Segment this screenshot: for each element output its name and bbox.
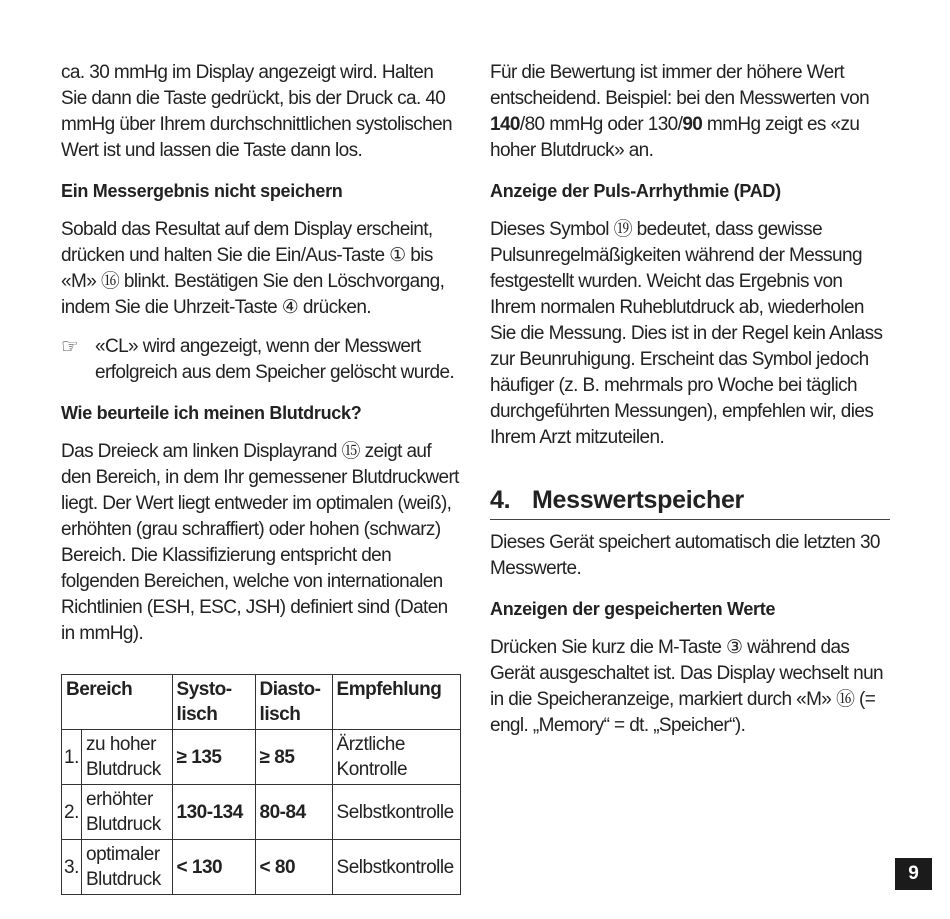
diastolic-cell: < 80 bbox=[255, 840, 332, 895]
section-title bbox=[490, 485, 890, 520]
paragraph bbox=[490, 60, 890, 164]
right-column bbox=[490, 60, 890, 739]
paragraph: ca. 30 mmHg im Display angezeigt wird. Halten Sie dann die Taste gedrückt, bis der Druck ca. 40 mmHg über Ihrem durchschnittlichen systolischen Wert ist und lassen die Taste dann los. bbox=[61, 62, 453, 161]
bold-value: 90 bbox=[682, 114, 703, 135]
section-number: 4. bbox=[490, 486, 511, 514]
subheading: Anzeige der Puls-Arrhythmie (PAD) bbox=[490, 181, 781, 201]
text: /80 mmHg oder 130/ bbox=[519, 114, 683, 135]
recommendation-cell: Selbstkontrolle bbox=[332, 840, 460, 895]
subheading: Anzeigen der gespeicherten Werte bbox=[490, 599, 776, 619]
column-header: Systo-lisch bbox=[172, 675, 255, 730]
paragraph: Sobald das Resultat auf dem Display erscheint, drücken und halten Sie die Ein/Aus-Taste ① bis «M» ⑯ blinkt. Bestätigen Sie den Löschvorgang, indem Sie die Uhrzeit-Taste ④ drücken. bbox=[61, 219, 445, 318]
table-header-row bbox=[62, 675, 461, 730]
diastolic-cell: 80-84 bbox=[255, 785, 332, 840]
text: mmHg zeigt es «zu hoher Blutdruck» an. bbox=[490, 114, 860, 161]
paragraph: Dieses Symbol ⑲ bedeutet, dass gewisse Pulsunregelmäßigkeiten während der Messung festgestellt wurden. Weicht das Ergebnis von Ihrem normalen Ruheblutdruck ab, wiederholen Sie die Messung. Dies ist in der Regel kein Anlass zur Beunruhigung. Erscheint das Symbol jedoch häufiger (z. B. mehrmals pro Woche bei täglich durchgeführten Messungen), empfehlen wir, dies Ihrem Arzt mitzuteilen. bbox=[490, 219, 883, 448]
range-cell: erhöhter Blutdruck bbox=[82, 785, 173, 840]
recommendation-cell: Ärztliche Kontrolle bbox=[332, 730, 460, 785]
subheading: Wie beurteile ich meinen Blutdruck? bbox=[61, 403, 362, 423]
bold-value: 140 bbox=[490, 114, 520, 135]
left-column bbox=[61, 60, 461, 895]
systolic-cell: 130-134 bbox=[172, 785, 255, 840]
pointing-hand-icon: ☞ bbox=[61, 336, 79, 358]
note-text: «CL» wird angezeigt, wenn der Messwert erfolgreich aus dem Speicher gelöscht wurde. bbox=[95, 336, 455, 383]
page-number: 9 bbox=[895, 858, 932, 890]
column-header: Diasto-lisch bbox=[255, 675, 332, 730]
systolic-cell: ≥ 135 bbox=[172, 730, 255, 785]
recommendation-cell: Selbstkontrolle bbox=[332, 785, 460, 840]
table-row bbox=[62, 840, 461, 895]
paragraph: Dieses Gerät speichert automatisch die letzten 30 Messwerte. bbox=[490, 532, 880, 579]
classification-table bbox=[61, 674, 461, 895]
section-title-text: Messwertspeicher bbox=[532, 486, 744, 514]
row-index: 1. bbox=[62, 730, 82, 785]
table-row bbox=[62, 785, 461, 840]
range-cell: zu hoher Blutdruck bbox=[82, 730, 173, 785]
row-index: 3. bbox=[62, 840, 82, 895]
paragraph: Das Dreieck am linken Displayrand ⑮ zeigt auf den Bereich, in dem Ihr gemessener Blutdruckwert liegt. Der Wert liegt entweder im optimalen (weiß), erhöhten (grau schraffiert) oder hohen (schwarz) Bereich. Die Klassifizierung entspricht den folgenden Bereichen, welche von internationalen Richtlinien (ESH, ESC, JSH) definiert sind (Daten in mmHg). bbox=[61, 441, 459, 644]
text: Für die Bewertung ist immer der höhere Wert entscheidend. Beispiel: bei den Messwerten von bbox=[490, 62, 870, 109]
range-cell: optimaler Blutdruck bbox=[82, 840, 173, 895]
row-index: 2. bbox=[62, 785, 82, 840]
table-row bbox=[62, 730, 461, 785]
diastolic-cell: ≥ 85 bbox=[255, 730, 332, 785]
column-header: Empfehlung bbox=[332, 675, 460, 730]
column-header: Bereich bbox=[62, 675, 173, 730]
paragraph: Drücken Sie kurz die M-Taste ③ während das Gerät ausgeschaltet ist. Das Display wechselt nun in die Speicheranzeige, markiert durch «M» ⑯ (= engl. „Memory“ = dt. „Speicher“). bbox=[490, 637, 884, 736]
subheading: Ein Messergebnis nicht speichern bbox=[61, 181, 343, 201]
note bbox=[61, 334, 461, 386]
systolic-cell: < 130 bbox=[172, 840, 255, 895]
